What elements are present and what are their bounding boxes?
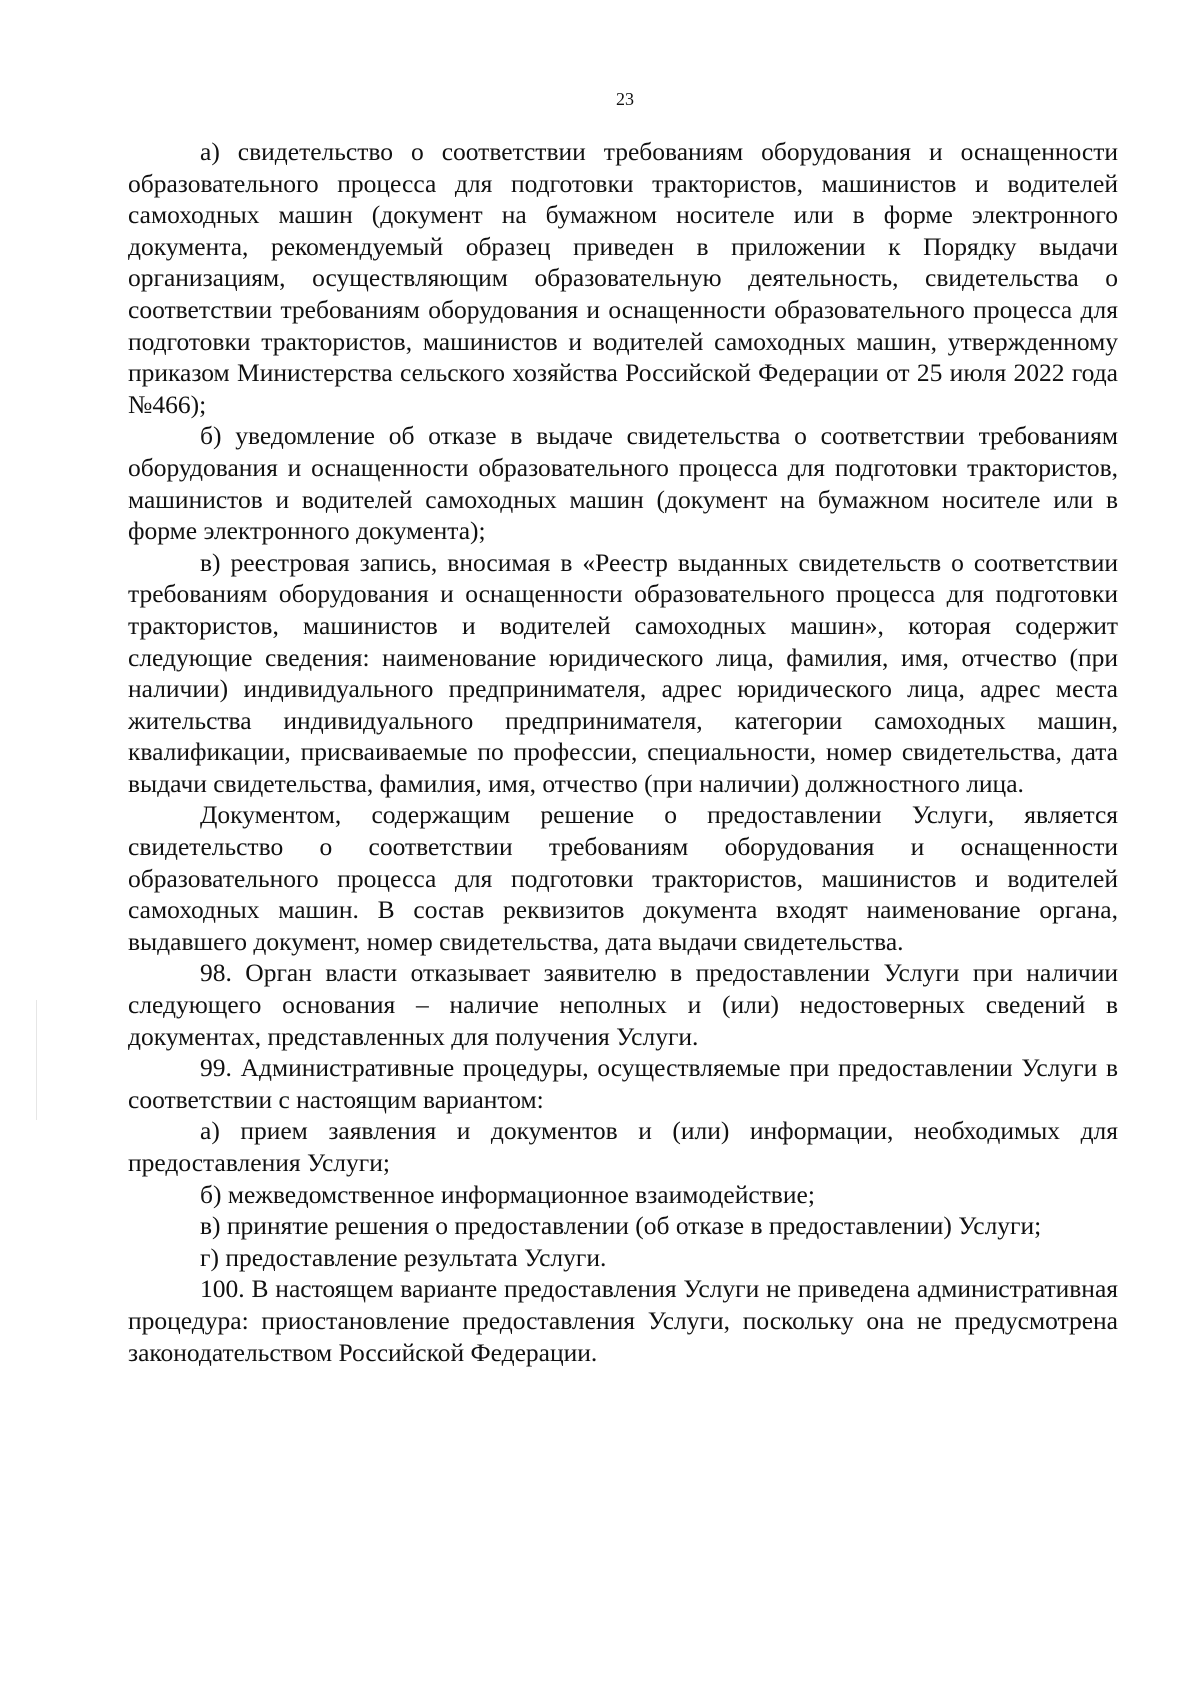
paragraph-98-refusal-grounds: 98. Орган власти отказывает заявителю в предоставлении Услуги при наличии следующего основания – наличие неполных и (или) недостоверных сведений в документах, представленных для получения Услуги. <box>128 958 1118 1051</box>
paragraph-decision-document: Документом, содержащим решение о предоставлении Услуги, является свидетельство о соответствии требованиям оборудования и оснащенности образовательного процесса для подготовки трактористов, машинистов и водителей самоходных машин. В состав реквизитов документа входят наименование органа, выдавшего документ, номер свидетельства, дата выдачи свидетельства. <box>128 800 1118 956</box>
paragraph-item-b-refusal-notice: б) уведомление об отказе в выдаче свидетельства о соответствии требованиям оборудования и оснащенности образовательного процесса для подготовки трактористов, машинистов и водителей самоходных машин (документ на бумажном носителе или в форме электронного документа); <box>128 421 1118 546</box>
paragraph-procedure-v: в) принятие решения о предоставлении (об отказе в предоставлении) Услуги; <box>200 1211 1042 1241</box>
paragraph-100-suspension: 100. В настоящем варианте предоставления Услуги не приведена административная процедура: приостановление предоставления Услуги, поскольку она не предусмотрена законодательством Российской Федерации. <box>128 1274 1118 1367</box>
scan-edge-mark <box>36 1000 37 1120</box>
page-number: 23 <box>616 89 634 109</box>
paragraph-procedure-b: б) межведомственное информационное взаимодействие; <box>200 1179 815 1209</box>
document-body <box>128 136 1118 1368</box>
paragraph-item-a-certificate: а) свидетельство о соответствии требованиям оборудования и оснащенности образовательного процесса для подготовки трактористов, машинистов и водителей самоходных машин (документ на бумажном носителе или в форме электронного документа, рекомендуемый образец приведен в приложении к Порядку выдачи организациям, осуществляющим образовательную деятельность, свидетельства о соответствии требованиям оборудования и оснащенности образовательного процесса для подготовки трактористов, машинистов и водителей самоходных машин, утвержденному приказом Министерства сельского хозяйства Российской Федерации от 25 июля 2022 года №466); <box>128 137 1118 419</box>
paragraph-99-procedures: 99. Административные процедуры, осуществляемые при предоставлении Услуги в соответствии с настоящим вариантом: <box>128 1053 1118 1114</box>
paragraph-procedure-g: г) предоставление результата Услуги. <box>200 1242 607 1272</box>
paragraph-item-v-registry-entry: в) реестровая запись, вносимая в «Реестр выданных свидетельств о соответствии требованиям оборудования и оснащенности образовательного процесса для подготовки трактористов, машинистов и водителей самоходных машин», которая содержит следующие сведения: наименование юридического лица, фамилия, имя, отчество (при наличии) индивидуального предпринимателя, адрес юридического лица, адрес места жительства индивидуального предпринимателя, категории самоходных машин, квалификации, присваиваемые по профессии, специальности, номер свидетельства, дата выдачи свидетельства, фамилия, имя, отчество (при наличии) должностного лица. <box>128 547 1118 798</box>
paragraph-procedure-a: а) прием заявления и документов и (или) информации, необходимых для предоставления Услуги; <box>128 1116 1118 1177</box>
